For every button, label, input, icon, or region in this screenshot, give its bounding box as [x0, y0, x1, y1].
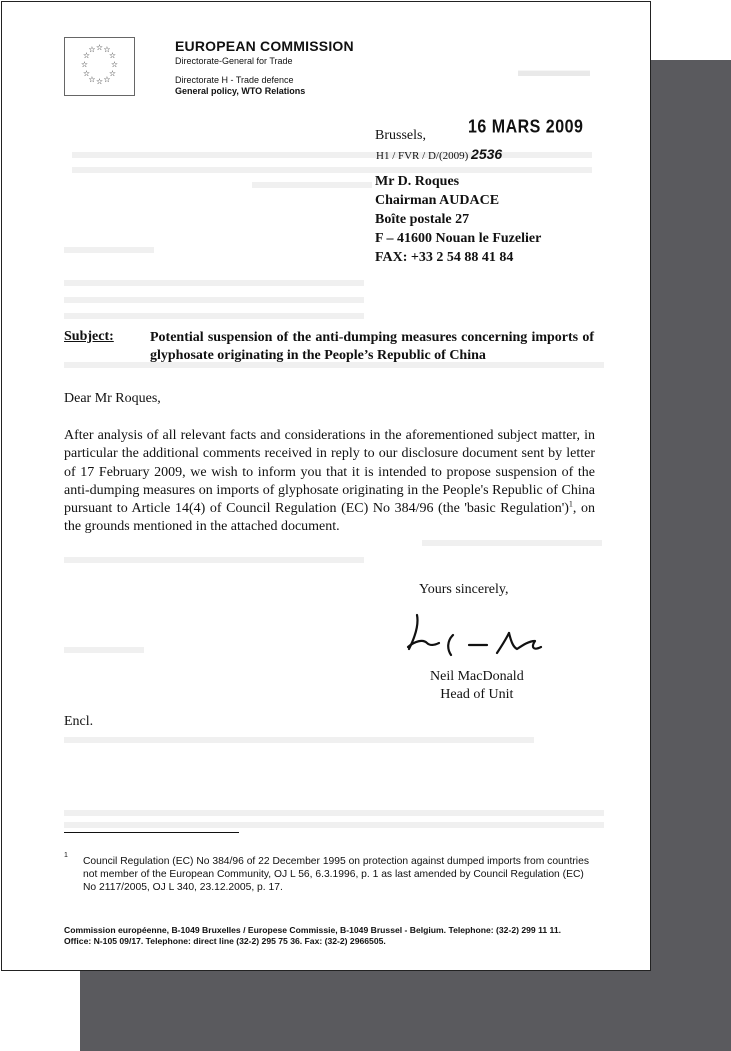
directorate: Directorate H - Trade defence — [175, 75, 294, 85]
recipient-city: F – 41600 Nouan le Fuzelier — [375, 231, 542, 246]
footnote-number: 1 — [64, 852, 68, 859]
recipient-address — [375, 172, 541, 267]
footnote-text: Council Regulation (EC) No 384/96 of 22 December 1995 on protection against dumped imports from countries not member of the European Community, OJ L 56, 6.3.1996, p. 1 as last amended by Council Regulation (EC) No 2117/2005, OJ L 340, 23.12.2005, p. 17. — [83, 856, 589, 893]
svg-text:☆: ☆ — [103, 75, 111, 84]
footnote-divider — [64, 832, 239, 833]
signatory — [430, 668, 524, 704]
svg-text:☆: ☆ — [103, 45, 111, 54]
letter-place: Brussels, — [375, 128, 426, 143]
recipient-title: Chairman AUDACE — [375, 193, 500, 208]
footer-line-1: Commission européenne, B-1049 Bruxelles / Europese Commissie, B-1049 Brussel - Belgium. Telephone: (32-2) 299 11 11. — [64, 925, 562, 935]
recipient-po-box: Boîte postale 27 — [375, 212, 470, 227]
svg-text:☆: ☆ — [95, 43, 104, 52]
page-footer — [64, 925, 624, 947]
eu-stars-icon — [65, 38, 134, 95]
body-part-2: , on the grounds mentioned in the attached document. — [64, 501, 595, 535]
closing: Yours sincerely, — [419, 582, 509, 597]
subject-label: Subject: — [64, 329, 114, 344]
directorate-general: Directorate-General for Trade — [175, 56, 293, 66]
svg-text:☆: ☆ — [95, 77, 104, 86]
signatory-title: Head of Unit — [440, 687, 514, 702]
svg-text:☆: ☆ — [80, 60, 89, 69]
organization-name: EUROPEAN COMMISSION — [175, 38, 354, 54]
unit-name: General policy, WTO Relations — [175, 86, 306, 96]
recipient-name: Mr D. Roques — [375, 174, 460, 189]
svg-text:☆: ☆ — [88, 45, 96, 54]
letter-body — [64, 427, 595, 537]
handwritten-signature — [405, 607, 575, 672]
signatory-name: Neil MacDonald — [430, 669, 524, 684]
svg-text:☆: ☆ — [88, 75, 96, 84]
svg-text:☆: ☆ — [110, 60, 119, 69]
footnote-reference: 1 — [568, 499, 573, 509]
reference-number: 2536 — [471, 146, 503, 162]
recipient-fax: FAX: +33 2 54 88 41 84 — [375, 250, 514, 265]
letter-page: ▬▬▬▬ ☆ ☆ ☆ ☆ ☆ ☆ ☆ ☆ ☆ ☆ ☆ ☆ EUROPEAN COMMISSION Directorate-General for Trade Directorate H - Trade defence General policy, WTO Relations Brussels, 16 MARS 2009 H1 / FVR / D/(2009) 2536 Mr D. Roques Chairman AUDACE Boîte postale 27 F – 41600 Nouan le Fuzelier FAX: +33 2 54 88 41 84 Subject: Potential suspension of the anti-dumping measures concerning imports of glyphosate originating in the People’s Republic of China Dear Mr Roques, After analysis of all relevant facts and considerations in the aforementioned subject matter, in particular the additional comments received in reply to our disclosure document sent by letter of 17 February 2009, we wish to inform you that it is intended to propose suspension of the anti-dumping measures on imports of glyphosate originating in the People's Republic of China pursuant to Article 14(4) of Council Regulation (EC) No 384/96 (the 'basic Regulation')$^1$, on the grounds mentioned in the attached document. Yours sincerely, Neil MacDonald Head of Unit Encl. 1 Council Regulation (EC) No 384/96 of 22 December 1995 on protection against dumped imports from countries not member of the European Community, OJ L 56, 6.3.1996, p. 1 as last amended by Council Regulation (EC) No 2117/2005, OJ L 340, 23.12.2005, p. 17. Commission européenne, B-1049 Bruxelles / Europese Commissie, B-1049 Brussel - Belgium. Telephone: (32-2) 299 11 11. Office: N-105 09/17. Telephone: direct line (32-2) 295 75 36. Fax: (32-2) 2966505. — [1, 1, 651, 971]
enclosure-note: Encl. — [64, 714, 94, 729]
salutation: Dear Mr Roques, — [64, 391, 161, 406]
subject-text: Potential suspension of the anti-dumping measures concerning imports of glyphosate originating in the People’s Republic of China — [150, 330, 594, 363]
svg-text:☆: ☆ — [82, 51, 91, 60]
body-part-1: After analysis of all relevant facts and considerations in the aforementioned subject matter, in particular the additional comments received in reply to our disclosure document sent by letter of 17 February 2009, we wish to inform you that it is intended to propose suspension of the anti-dumping measures on imports of glyphosate originating in the People's Republic of China pursuant to Article 14(4) of Council Regulation (EC) No 384/96 (the 'basic Regulation') — [64, 428, 595, 517]
svg-text:☆: ☆ — [108, 69, 117, 78]
svg-text:☆: ☆ — [82, 69, 91, 78]
svg-text:☆: ☆ — [108, 51, 117, 60]
reference-code: H1 / FVR / D/(2009) — [376, 150, 469, 162]
footer-line-2: Office: N-105 09/17. Telephone: direct line (32-2) 295 75 36. Fax: (32-2) 2966505. — [64, 936, 386, 946]
date-stamp: 16 MARS 2009 — [468, 117, 584, 138]
letterhead — [175, 38, 354, 97]
eu-flag-logo — [64, 37, 135, 96]
reference-line — [376, 146, 502, 162]
